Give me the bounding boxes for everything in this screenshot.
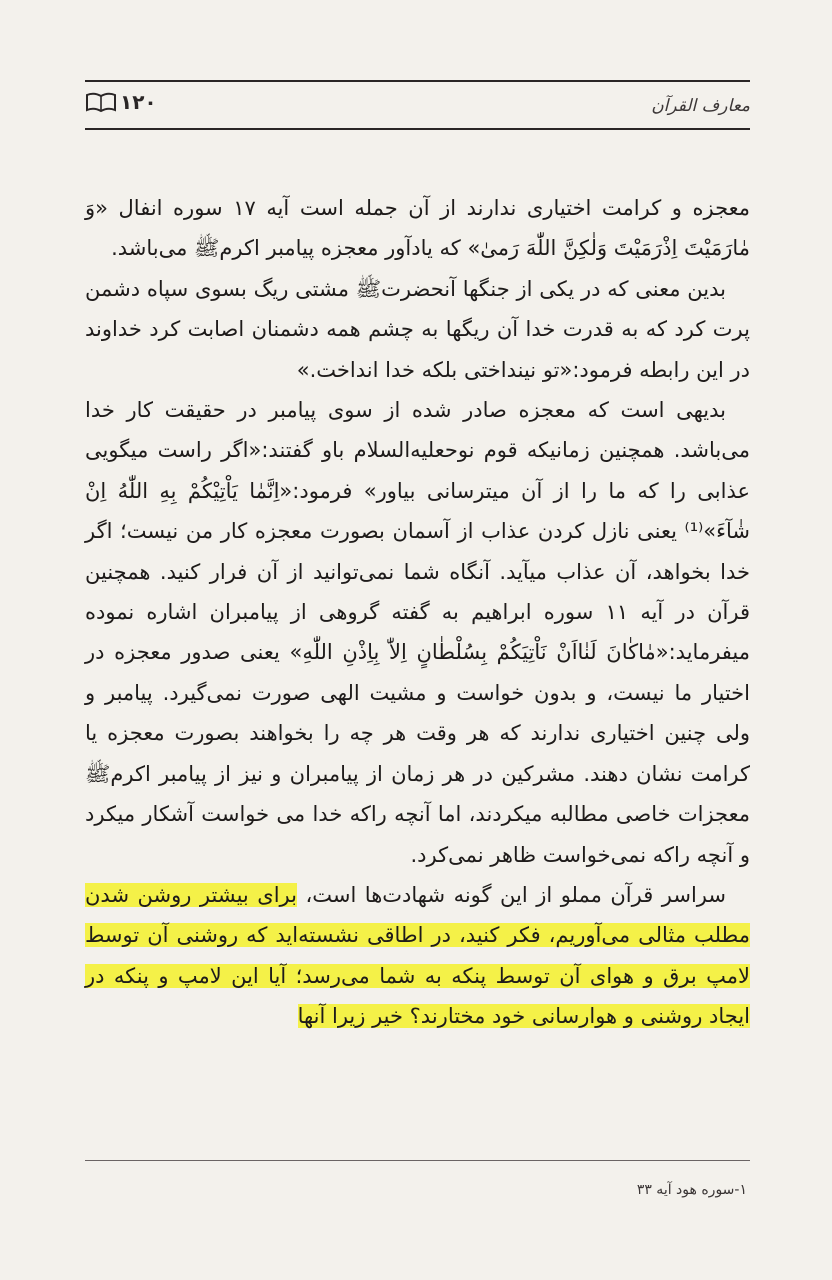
footnote: ۱-سوره هود آیه ۳۳ <box>636 1182 747 1198</box>
paragraph-1: معجزه و کرامت اختیاری ندارند از آن جمله است آیه ۱۷ سوره انفال «وَ مٰارَمَیْتَ اِذْرَمَیْتَ وَلٰکِنَّ اللّٰهَ رَمیٰ» که یادآور معجزه پیامبر اکرمﷺ می‌باشد. <box>85 196 751 261</box>
page-number: ۱۲۰ <box>120 90 157 114</box>
highlighted-passage: برای بیشتر روشن شدن مطلب مثالی می‌آوریم، فکر کنید، در اطاقی نشسته‌اید که روشنی آن توسط لامپ برق و هوای آن توسط پنکه به شما می‌رسد؛ آیا این لامپ و پنکه در ایجاد روشنی و هوارسانی خود مختارند؟ خیر زیرا آنها <box>85 882 750 1029</box>
paragraph-3: بدیهی است که معجزه صادر شده از سوی پیامبر در حقیقت کار خدا می‌باشد. همچنین زمانیکه قوم نوحعلیه‌السلام باو گفتند:«اگر راست میگویی عذابی را که ما را از آن میترسانی بیاور» فرمود:«اِنَّمٰا یَاْتِیْکُمْ بِهِ اللّٰهُ اِنْ شٰآءَ»⁽¹⁾ یعنی نازل کردن عذاب از آسمان بصورت معجزه کار من نیست؛ اگر خدا بخواهد، آن عذاب میآید. آنگاه شما نمی‌توانید از آن فرار کنید. همچنین قرآن در آیه ۱۱ سوره ابراهیم به گفته گروهی از پیامبران اشاره نموده میفرماید:«مٰاکٰانَ لَنٰااَنْ نَاْتِیَکُمْ بِسُلْطٰانٍ اِلاّٰ بِاِذْنِ اللّٰهِ» یعنی صدور معجزه در اختیار ما نیست، و بدون خواست و مشیت الهی صورت نمی‌گیرد. پیامبر و ولی چنین اختیاری ندارند که هر وقت هر چه را بخواهند بصورت معجزه یا کرامت نشان دهند. مشرکین در هر زمان از پیامبران و نیز از پیامبر اکرمﷺ معجزات خاصی مطالبه میکردند، اما آنچه راکه خدا می خواست آشکار میکرد و آنچه راکه نمی‌خواست ظاهر نمی‌کرد. <box>85 398 751 867</box>
book-title: معارف القرآن <box>651 96 750 116</box>
main-text <box>85 188 750 1037</box>
book-icon <box>85 91 117 113</box>
paragraph-4 <box>85 875 750 1037</box>
page-number-block <box>85 90 157 114</box>
footnote-divider <box>85 1160 750 1161</box>
paragraph-4-plain: سراسر قرآن مملو از این گونه شهادت‌ها است، <box>296 882 726 907</box>
running-header <box>85 80 750 130</box>
paragraph-2: بدین معنی که در یکی از جنگها آنحضرتﷺ مشتی ریگ بسوی سپاه دشمن پرت کرد که به قدرت خدا آن ریگها به چشم همه دشمنان اصابت کرد خداوند در این رابطه فرمود:«تو نینداختی بلکه خدا انداخت.» <box>85 276 750 382</box>
